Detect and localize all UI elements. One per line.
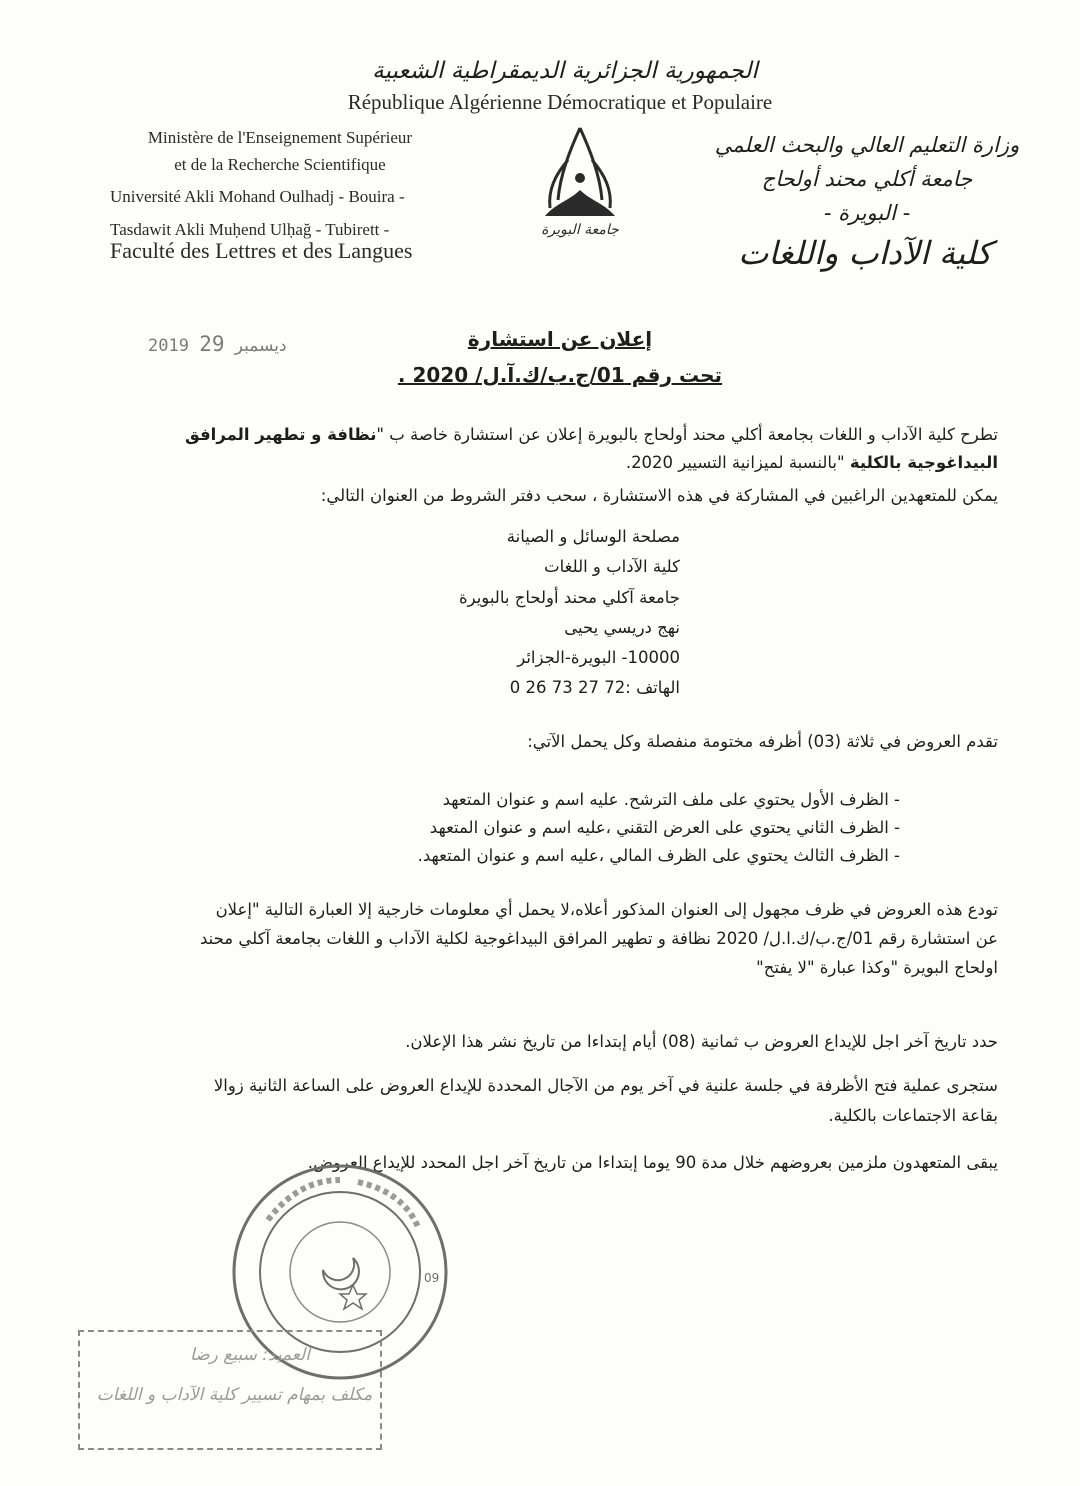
address-line-2: كلية الآداب و اللغات (544, 557, 680, 576)
header-ar-ministry-block (702, 128, 1032, 230)
bullet-item-1: - الظرف الأول يحتوي على ملف الترشح. عليه اسم و عنوان المتعهد (442, 790, 900, 809)
para4-line3: اولحاج البويرة "وكذا عبارة "لا يفتح" (756, 958, 998, 977)
logo-caption: جامعة البويرة (541, 222, 619, 238)
address-line-4: نهج دريسي يحيى (564, 618, 680, 637)
address-line-1: مصلحة الوسائل و الصيانة (506, 527, 680, 546)
address-line-5: 10000- البويرة-الجزائر (517, 648, 680, 667)
header-ar-city: - البويرة - (823, 201, 911, 225)
header-fr-university: Université Akli Mohand Oulhadj - Bouira - (110, 187, 405, 206)
header-fr-university-tz: Tasdawit Akli Muḥend Ulḥağ - Tubirett - (110, 220, 390, 239)
header-fr-ministry-line2: et de la Recherche Scientifique (174, 155, 386, 174)
bullet-item-3: - الظرف الثالث يحتوي على الظرف المالي ،عليه اسم و عنوان المتعهد. (417, 846, 900, 865)
stamp-year: 2019 (148, 336, 189, 356)
announcement-reference: تحت رقم 01/ج.ب/ك.آ.ل/ 2020 . (397, 363, 723, 387)
announcement-title: إعلان عن استشارة (467, 327, 653, 351)
para1-line2 (626, 453, 998, 472)
stamp-month: ديسمبر (234, 336, 287, 356)
signature-dean-title: مكلف بمهام تسيير كلية الآداب و اللغات (96, 1385, 373, 1405)
header-ar-faculty: كلية الآداب واللغات (738, 234, 992, 272)
para5: حدد تاريخ آخر اجل للإيداع العروض ب ثمانية (08) أيام إبتداءا من تاريخ نشر هذا الإعلان. (405, 1032, 998, 1051)
university-logo-icon (500, 120, 660, 240)
header-fr-republic: République Algérienne Démocratique et Populaire (347, 90, 773, 114)
address-line-3: جامعة آكلي محند أولحاج بالبويرة (458, 588, 680, 607)
para4-line1: تودع هذه العروض في ظرف مجهول إلى العنوان المذكور أعلاه،لا يحمل أي معلومات خارجية إلا العبارة التالية "إعلان (215, 900, 998, 919)
para4-line2: عن استشارة رقم 01/ج.ب/ك.ا.ل/ 2020 نظافة و تطهير المرافق البيداغوجية لكلية الآداب و اللغات بجامعة آكلي محند (200, 929, 998, 948)
para7: يبقى المتعهدون ملزمين بعروضهم خلال مدة 90 يوما إبتداءا من تاريخ آخر اجل المحدد للإيداع العروض. (307, 1153, 998, 1172)
para1-line2-bold: البيداغوجية بالكلية (849, 453, 998, 472)
signature-dean-name: العميد: سبيع رضا (190, 1345, 310, 1365)
para6-line2: بقاعة الاجتماعات بالكلية. (828, 1106, 998, 1125)
header-fr-ministry-line1: Ministère de l'Enseignement Supérieur (147, 128, 413, 147)
address-line-6: الهاتف :72 27 73 26 0 (509, 678, 680, 697)
bullet-item-2: - الظرف الثاني يحتوي على العرض التقني ،عليه اسم و عنوان المتعهد (429, 818, 900, 837)
para2: يمكن للمتعهدين الراغبين في المشاركة في هذه الاستشارة ، سحب دفتر الشروط من العنوان التالي: (320, 486, 998, 505)
header-ar-ministry: وزارة التعليم العالي والبحث العلمي (714, 133, 1020, 157)
para1-line2-text: "بالنسبة لميزانية التسيير 2020. (625, 453, 850, 472)
para1-line1 (185, 425, 998, 444)
para6-line1: ستجرى عملية فتح الأظرفة في جلسة علنية في آخر يوم من الآجال المحددة للإيداع العروض على الساعة الثانية زوالا (213, 1076, 998, 1095)
para1-line1-bold: نظافة و تطهير المرافق (184, 425, 377, 444)
header-ar-university: جامعة أكلي محند أولحاج (761, 167, 973, 191)
stamp-day: 29 (199, 332, 225, 356)
received-date-stamp (148, 332, 287, 356)
header-fr-faculty: Faculté des Lettres et des Langues (110, 238, 413, 263)
para3: تقدم العروض في ثلاثة (03) أظرفه مختومة منفصلة وكل يحمل الآتي: (527, 732, 998, 751)
para1-line1-text: تطرح كلية الآداب و اللغات بجامعة أكلي محند أولحاج بالبويرة إعلان عن استشارة خاصة ب " (376, 425, 998, 444)
seal-number: 09 (424, 1271, 440, 1285)
header-ar-republic: الجمهورية الجزائرية الديمقراطية الشعبية (372, 58, 758, 84)
header-fr-ministry-block (110, 124, 460, 243)
